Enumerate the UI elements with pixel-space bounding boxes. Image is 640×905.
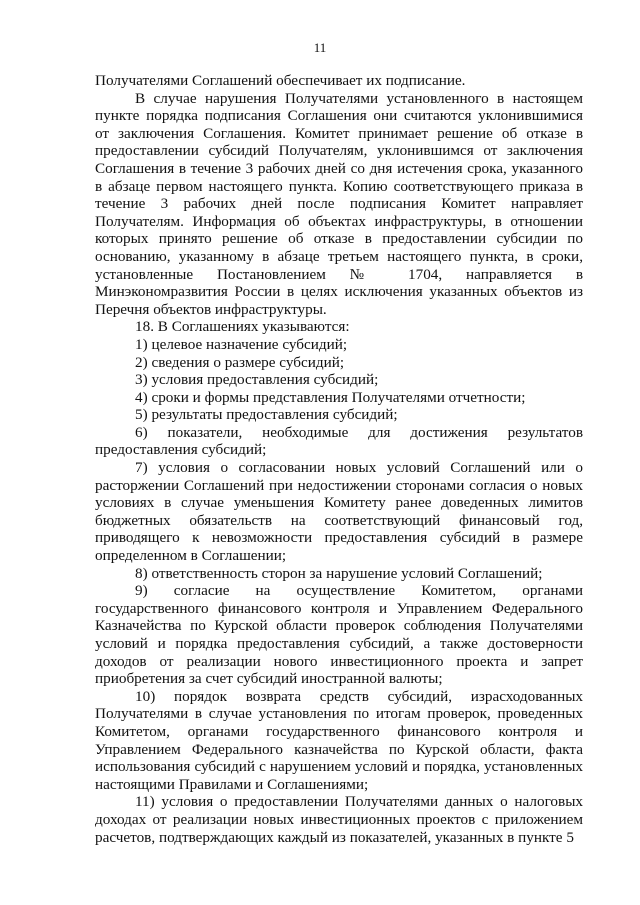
paragraph: Получателями Соглашений обеспечивает их подписание.: [95, 72, 466, 89]
section-heading: 18. В Соглашениях указываются:: [135, 318, 350, 336]
document-body: [95, 72, 583, 846]
list-item: 3) условия предоставления субсидий;: [135, 371, 379, 389]
list-item: 8) ответственность сторон за нарушение условий Соглашений;: [135, 564, 543, 582]
list-item: 7) условия о согласовании новых условий Соглашений или о расторжении Соглашений при недостижении сторонами согласия о новых условиях в случае уменьшения Комитету ранее доведенных лимитов бюджетных обязательств на соответствующий финансовый год, приводящего к невозможности предоставления субсидий в размере определенном в Соглашении;: [95, 459, 583, 565]
list-item: 9) согласие на осуществление Комитетом, органами государственного финансового контроля и Управлением Федерального Казначейства по Курской области проверок соблюдения Получателями условий и порядка предоставления субсидий, а также достоверности доходов от реализации нового инвестиционного проекта и запрет приобретения за счет субсидий иностранной валюты;: [95, 582, 583, 688]
list-item: 2) сведения о размере субсидий;: [135, 353, 345, 371]
list-item: 11) условия о предоставлении Получателями данных о налоговых доходах от реализации новых инвестиционных проектов с приложением расчетов, подтверждающих каждый из показателей, указанных в пункте 5: [95, 793, 583, 846]
paragraph: В случае нарушения Получателями установленного в настоящем пункте порядка подписания Соглашения они считаются уклонившимися от заключения Соглашения. Комитет принимает решение об отказе в предоставлении субсидий Получателям, уклонившимся от заключения Соглашения в течение 3 рабочих дней со дня истечения срока, указанного в абзаце первом настоящего пункта. Копию соответствующего приказа в течение 3 рабочих дней после подписания Комитет направляет Получателям. Информация об объектах инфраструктуры, в отношении которых принято решение об отказе в предоставлении субсидии по основанию, указанному в абзаце третьем настоящего пункта, в сроки, установленные Постановлением № 1704, направляется в Минэкономразвития России в целях исключения указанных объектов из Перечня объектов инфраструктуры.: [95, 89, 583, 318]
list-item: 4) сроки и формы представления Получателями отчетности;: [135, 388, 526, 406]
page-number: 11: [313, 40, 327, 55]
list-item: 6) показатели, необходимые для достижения результатов предоставления субсидий;: [95, 423, 583, 459]
list-item: 10) порядок возврата средств субсидий, израсходованных Получателями в случае установления по итогам проверок, проведенных Комитетом, органами государственного финансового контроля и Управлением Федерального казначейства по Курской области, факта использования субсидий с нарушением условий и порядка, установленных настоящими Правилами и Соглашениями;: [95, 687, 583, 793]
list-item: 5) результаты предоставления субсидий;: [135, 406, 398, 424]
list-item: 1) целевое назначение субсидий;: [135, 335, 348, 353]
